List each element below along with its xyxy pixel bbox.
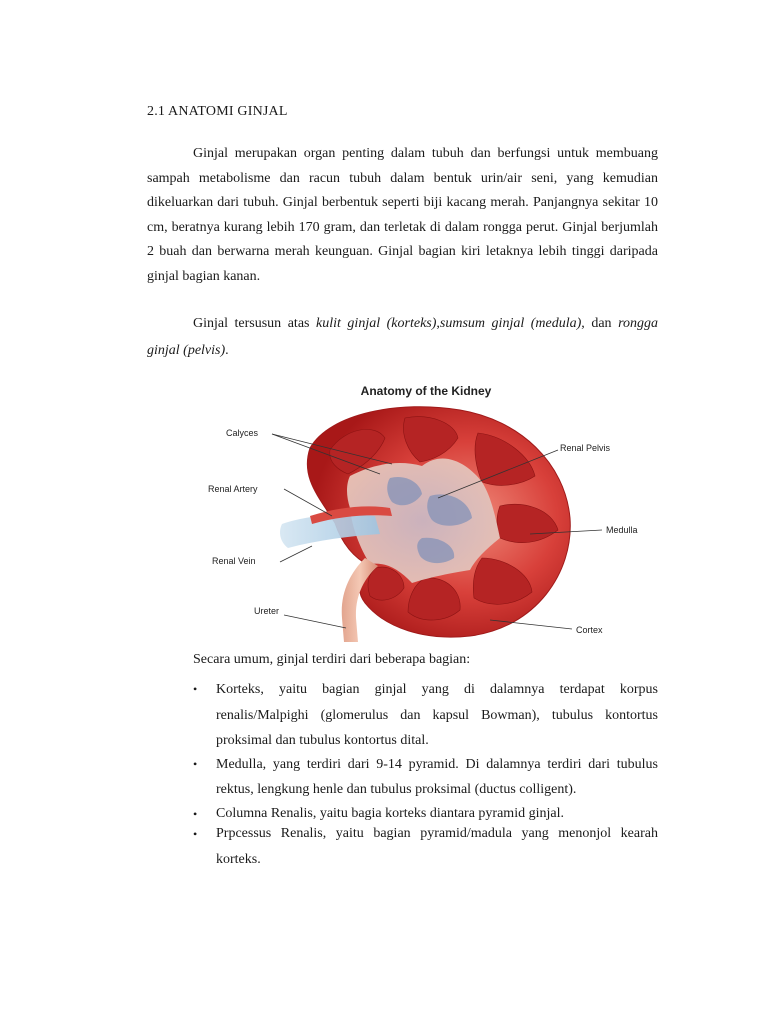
bullet-icon: •	[193, 826, 198, 841]
term-rongga-ginjal: rongga ginjal (pelvis)	[147, 316, 659, 358]
list-item	[193, 677, 658, 754]
structure-prefix: Ginjal tersusun atas	[193, 316, 310, 331]
period: .	[225, 343, 229, 358]
bullet-icon: •	[193, 806, 198, 821]
paragraph-structure	[147, 310, 658, 364]
term-korteks: (korteks)	[386, 316, 437, 331]
list-item	[193, 752, 658, 803]
bullet-icon: •	[193, 756, 198, 771]
list-item-text: Medulla, yang terdiri dari 9-14 pyramid. Di dalamnya terdiri dari tubulus rektus, lengkung henle dan tubulus proksimal (ductus colligent).	[216, 756, 658, 797]
parts-list	[193, 677, 658, 873]
label-medulla: Medulla	[606, 525, 638, 535]
bullet-icon: •	[193, 682, 198, 696]
separator: ,	[581, 316, 585, 331]
section-heading: 2.1 ANATOMI GINJAL	[147, 104, 288, 119]
label-ureter: Ureter	[254, 606, 280, 616]
term-sumsum-ginjal: sumsum ginjal (medula)	[439, 316, 582, 331]
list-item-text: Columna Renalis, yaitu bagia korteks diantara pyramid ginjal.	[216, 805, 564, 821]
kidney-anatomy-figure	[200, 378, 660, 644]
parts-intro: Secara umum, ginjal terdiri dari beberapa bagian:	[193, 652, 471, 667]
label-renal-vein: Renal Vein	[212, 556, 256, 566]
figure-title: Anatomy of the Kidney	[360, 384, 492, 398]
list-item-text: Korteks, yaitu bagian ginjal yang di dalamnya terdapat korpus renalis/Malpighi (glomerulus dan kapsul Bowman), tubulus kontortus proksimal dan tubulus kontortus dital.	[216, 682, 658, 748]
list-item-text: Prpcessus Renalis, yaitu bagian pyramid/madula yang menonjol kearah korteks.	[216, 825, 658, 867]
label-calyces: Calyces	[226, 428, 259, 438]
paragraph-intro	[147, 142, 658, 290]
label-renal-artery: Renal Artery	[208, 484, 258, 494]
paragraph-structure-text	[147, 310, 658, 364]
term-kulit-ginjal: kulit ginjal	[316, 316, 381, 331]
label-renal-pelvis: Renal Pelvis	[560, 443, 611, 453]
conjunction: dan	[591, 316, 612, 331]
kidney-diagram	[200, 378, 660, 644]
label-cortex: Cortex	[576, 625, 603, 635]
list-item	[193, 821, 658, 873]
paragraph-text: Ginjal merupakan organ penting dalam tubuh dan berfungsi untuk membuang sampah metabolisme dan racun tubuh dalam bentuk urin/air seni, yang kemudian dikeluarkan dari tubuh. Ginjal berbentuk seperti biji kacang merah. Panjangnya sekitar 10 cm, beratnya kurang lebih 170 gram, dan terletak di dalam rongga perut. Ginjal berjumlah 2 buah dan berwarna merah keunguan. Ginjal bagian kiri letaknya lebih tinggi daripada ginjal bagian kanan.	[147, 146, 658, 284]
separator: ,	[436, 316, 440, 331]
